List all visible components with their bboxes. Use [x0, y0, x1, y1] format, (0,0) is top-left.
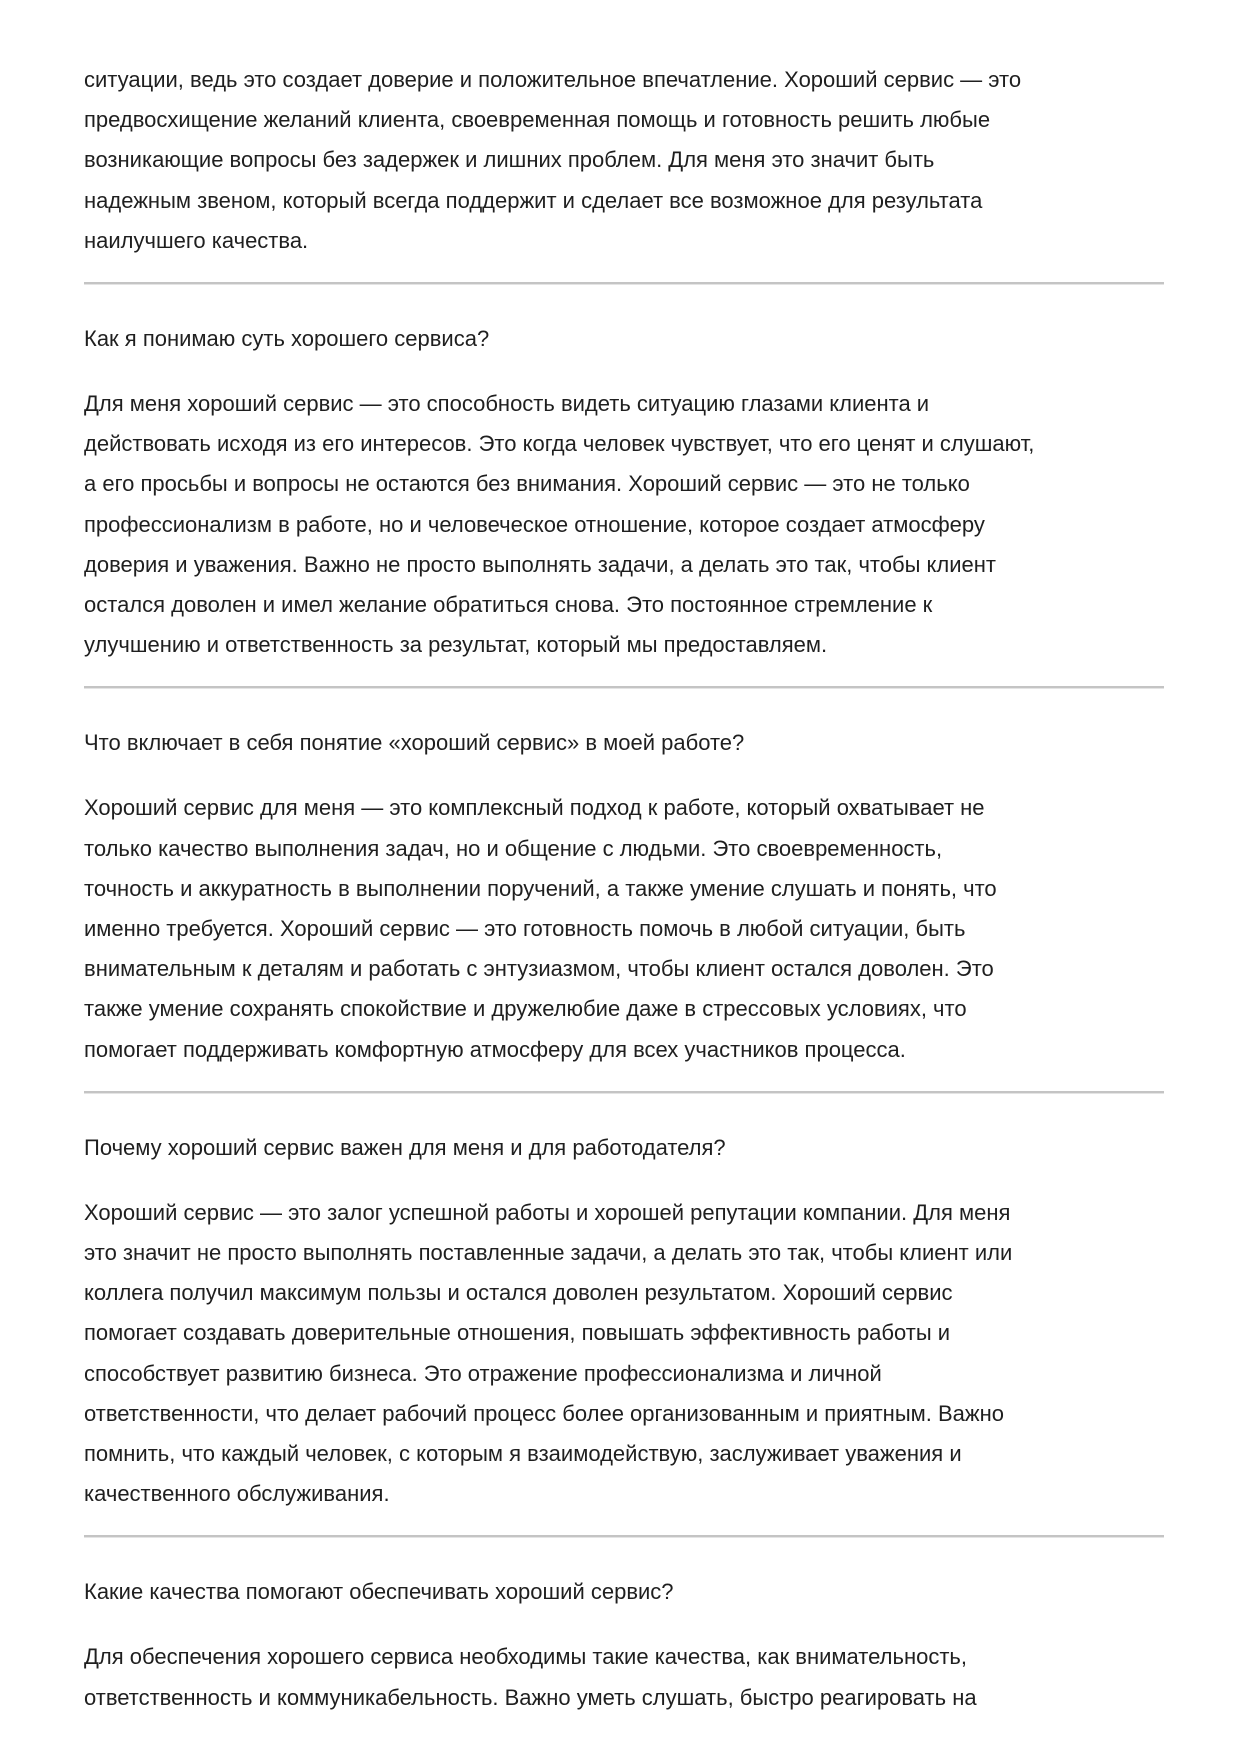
section-question: Какие качества помогают обеспечивать хороший сервис? — [84, 1579, 674, 1605]
paragraph-line: помогает поддерживать комфортную атмосферу для всех участников процесса. — [84, 1036, 906, 1062]
section-question: Что включает в себя понятие «хороший сервис» в моей работе? — [84, 730, 745, 756]
paragraph-line: ситуации, ведь это создает доверие и положительное впечатление. Хороший сервис — это — [84, 67, 1022, 92]
paragraph-line: действовать исходя из его интересов. Это когда человек чувствует, что его ценят и слушают, — [84, 431, 1035, 457]
section-answer — [84, 788, 1164, 1069]
paragraph-line: профессионализм в работе, но и человеческое отношение, которое создает атмосферу — [84, 511, 985, 537]
intro-paragraph — [84, 60, 1164, 261]
paragraph-line: Хороший сервис — это залог успешной работы и хорошей репутации компании. Для меня — [84, 1199, 1011, 1225]
paragraph-line: способствует развитию бизнеса. Это отражение профессионализма и личной — [84, 1360, 882, 1386]
faq-section — [84, 1572, 1164, 1717]
section-answer — [84, 384, 1164, 665]
paragraph-line: Для меня хороший сервис — это способность видеть ситуацию глазами клиента и — [84, 391, 930, 417]
paragraph-line: помогает создавать доверительные отношения, повышать эффективность работы и — [84, 1320, 951, 1346]
paragraph-line: остался доволен и имел желание обратиться снова. Это постоянное стремление к — [84, 592, 933, 618]
paragraph-line: Для обеспечения хорошего сервиса необходимы такие качества, как внимательность, — [84, 1644, 967, 1670]
paragraph-line: ответственность и коммуникабельность. Важно уметь слушать, быстро реагировать на — [84, 1684, 977, 1710]
document-body — [84, 60, 1164, 1718]
paragraph-line: точность и аккуратность в выполнении поручений, а также умение слушать и понять, что — [84, 875, 997, 901]
faq-section — [84, 723, 1164, 1069]
paragraph-line: а его просьбы и вопросы не остаются без внимания. Хороший сервис — это не только — [84, 471, 970, 497]
paragraph-line: надежным звеном, который всегда поддержит и сделает все возможное для результата — [84, 187, 983, 213]
section-answer — [84, 1637, 1164, 1717]
paragraph-line: возникающие вопросы без задержек и лишних проблем. Для меня это значит быть — [84, 147, 935, 173]
paragraph-line: ответственности, что делает рабочий процесс более организованным и приятным. Важно — [84, 1400, 1004, 1426]
paragraph-line: предвосхищение желаний клиента, своевременная помощь и готовность решить любые — [84, 107, 991, 133]
section-divider — [84, 686, 1164, 689]
faq-section — [84, 319, 1164, 665]
paragraph-line: только качество выполнения задач, но и общение с людьми. Это своевременность, — [84, 835, 943, 861]
paragraph-line: это значит не просто выполнять поставленные задачи, а делать это так, чтобы клиент или — [84, 1240, 1013, 1266]
paragraph-line: внимательным к деталям и работать с энтузиазмом, чтобы клиент остался доволен. Это — [84, 956, 994, 982]
paragraph-line: доверия и уважения. Важно не просто выполнять задачи, а делать это так, чтобы клиент — [84, 551, 996, 577]
paragraph-line: наилучшего качества. — [84, 227, 309, 253]
paragraph-line: улучшению и ответственность за результат, который мы предоставляем. — [84, 632, 828, 658]
section-question: Почему хороший сервис важен для меня и для работодателя? — [84, 1134, 726, 1160]
section-question: Как я понимаю суть хорошего сервиса? — [84, 326, 490, 352]
section-divider — [84, 1535, 1164, 1538]
paragraph-line: именно требуется. Хороший сервис — это готовность помочь в любой ситуации, быть — [84, 916, 966, 942]
paragraph-line: также умение сохранять спокойствие и дружелюбие даже в стрессовых условиях, что — [84, 996, 967, 1022]
paragraph-line: коллега получил максимум пользы и остался доволен результатом. Хороший сервис — [84, 1280, 953, 1306]
paragraph-line: помнить, что каждый человек, с которым я взаимодействую, заслуживает уважения и — [84, 1441, 962, 1467]
section-divider — [84, 282, 1164, 285]
faq-section — [84, 1128, 1164, 1515]
section-divider — [84, 1091, 1164, 1094]
paragraph-line: Хороший сервис для меня — это комплексный подход к работе, который охватывает не — [84, 795, 985, 821]
paragraph-line: качественного обслуживания. — [84, 1481, 390, 1507]
section-answer — [84, 1193, 1164, 1515]
